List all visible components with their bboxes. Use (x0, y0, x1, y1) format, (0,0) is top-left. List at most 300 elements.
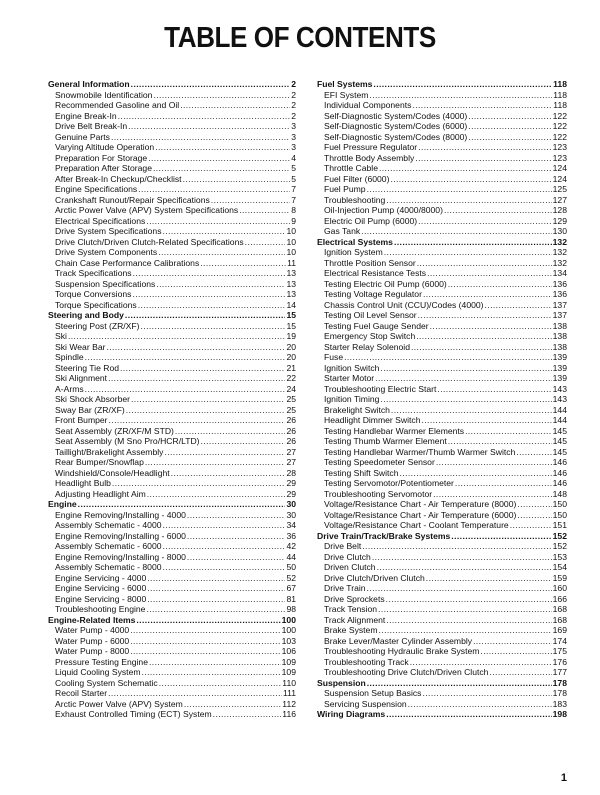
dot-leader (147, 573, 285, 584)
dot-leader (373, 79, 552, 90)
toc-entry-chassis-control-unit-ccu-codes-4000[interactable] (317, 300, 567, 311)
toc-entry-throttle-body-assembly[interactable] (317, 153, 567, 164)
toc-entry-label: Preparation For Storage (55, 152, 148, 163)
toc-entry-page: 125 (552, 184, 567, 194)
toc-entry-engine-specifications[interactable] (48, 184, 296, 195)
dot-leader (130, 646, 280, 657)
dot-leader (153, 90, 290, 101)
toc-entry-label: Starter Relay Solenoid (324, 341, 410, 352)
toc-entry-label: Troubleshooting Electric Start (324, 383, 437, 394)
dot-leader (485, 300, 552, 311)
toc-entry-testing-handlebar-warmer-elements[interactable] (317, 426, 567, 437)
dot-leader (372, 552, 552, 563)
dot-leader (517, 510, 551, 521)
toc-entry-recommended-gasoline-and-oil[interactable] (48, 100, 296, 111)
toc-entry-track-specifications[interactable] (48, 268, 296, 279)
dot-leader (183, 174, 291, 185)
toc-entry-label: Drive Belt (324, 541, 362, 551)
toc-entry-self-diagnostic-system-codes-4000[interactable] (317, 111, 567, 122)
toc-entry-self-diagnostic-system-codes-8000[interactable] (317, 132, 567, 143)
dot-leader (448, 279, 552, 290)
toc-entry-torque-conversions[interactable] (48, 289, 296, 300)
toc-entry-label: Fuel Filter (6000) (324, 173, 390, 184)
dot-leader (386, 594, 552, 605)
toc-entry-page: 159 (552, 572, 567, 583)
toc-entry-pressure-testing-engine[interactable] (48, 657, 296, 668)
dot-leader (130, 625, 280, 636)
toc-entry-page: 100 (281, 614, 296, 625)
toc-entry-page: 152 (552, 541, 567, 551)
toc-entry-label: Sway Bar (ZR/XF) (55, 404, 125, 415)
toc-entry-assembly-schematic-8000[interactable] (48, 562, 296, 573)
toc-entry-headlight-dimmer-switch[interactable] (317, 415, 567, 426)
toc-entry-engine-servicing-6000[interactable] (48, 583, 296, 594)
toc-entry-page: 25 (286, 394, 296, 404)
toc-entry-adjusting-headlight-aim[interactable] (48, 489, 296, 500)
toc-entry-label: After Break-In Checkup/Checklist (55, 173, 182, 184)
toc-entry-troubleshooting-servomotor[interactable] (317, 489, 567, 500)
toc-entry-testing-handlebar-warmer-thumb-warmer-switch[interactable] (317, 447, 567, 458)
toc-entry-track-tension[interactable] (317, 604, 567, 615)
toc-entry-troubleshooting-track[interactable] (317, 657, 567, 668)
toc-entry-label: Testing Oil Level Sensor (324, 310, 417, 320)
toc-entry-page: 25 (286, 404, 296, 415)
dot-leader (468, 132, 551, 143)
dot-leader (108, 373, 285, 384)
toc-entry-varying-altitude-operation[interactable] (48, 142, 296, 153)
toc-entry-label: Self-Diagnostic System/Codes (8000) (324, 131, 468, 142)
toc-entry-headlight-bulb[interactable] (48, 478, 296, 489)
toc-section-suspension[interactable] (317, 678, 567, 689)
toc-entry-starter-relay-solenoid[interactable] (317, 342, 567, 353)
toc-entry-page: 166 (552, 593, 567, 604)
toc-entry-exhaust-controlled-timing-ect-system[interactable] (48, 709, 296, 720)
toc-entry-label: Drive System Components (55, 247, 158, 257)
toc-entry-gas-tank[interactable] (317, 226, 567, 237)
toc-entry-page: 139 (552, 362, 567, 373)
toc-entry-page: 152 (552, 530, 567, 541)
dot-leader (386, 195, 551, 206)
toc-entry-ski-shock-absorber[interactable] (48, 394, 296, 405)
toc-entry-drive-system-specifications[interactable] (48, 226, 296, 237)
toc-entry-label: Troubleshooting Engine (55, 604, 146, 614)
toc-entry-fuse[interactable] (317, 352, 567, 363)
dot-leader (132, 289, 285, 300)
dot-leader (426, 573, 552, 584)
toc-entry-troubleshooting-hydraulic-brake-system[interactable] (317, 646, 567, 657)
toc-entry-page: 122 (552, 131, 567, 142)
toc-entry-label: General Information (48, 79, 130, 89)
dot-leader (133, 268, 286, 279)
dot-leader (436, 457, 552, 468)
toc-entry-torque-specifications[interactable] (48, 300, 296, 311)
toc-entry-troubleshooting[interactable] (317, 195, 567, 206)
page-number: 1 (560, 772, 567, 784)
toc-entry-label: Testing Handlebar Warmer/Thumb Warmer Switch (324, 446, 516, 457)
dot-leader (422, 688, 551, 699)
dot-leader (118, 111, 291, 122)
toc-entry-drive-belt[interactable] (317, 541, 567, 552)
toc-entry-label: Engine Removing/Installing - 4000 (55, 509, 186, 520)
toc-entry-troubleshooting-drive-clutch-driven-clutch[interactable] (317, 667, 567, 678)
toc-entry-page: 146 (552, 478, 567, 488)
toc-entry-taillight-brakelight-assembly[interactable] (48, 447, 296, 458)
toc-entry-troubleshooting-electric-start[interactable] (317, 384, 567, 395)
dot-leader (175, 426, 286, 437)
toc-entry-page: 11 (287, 257, 296, 268)
toc-entry-label: Pressure Testing Engine (55, 656, 148, 667)
toc-entry-page: 21 (286, 362, 296, 373)
toc-section-wiring-diagrams[interactable] (317, 709, 567, 720)
toc-entry-page: 168 (552, 614, 567, 625)
toc-entry-arctic-power-valve-apv-system[interactable] (48, 699, 296, 710)
toc-entry-label: Fuse (324, 352, 344, 362)
toc-entry-label: Snowmobile Identification (55, 89, 153, 100)
toc-entry-page: 109 (281, 656, 296, 667)
toc-entry-page: 27 (286, 457, 296, 467)
toc-entry-windshield-console-headlight[interactable] (48, 468, 296, 479)
toc-entry-page: 153 (552, 551, 567, 562)
toc-entry-label: Fuel Pump (324, 184, 366, 194)
toc-entry-voltage-resistance-chart-air-temperature-6000[interactable] (317, 510, 567, 521)
toc-entry-testing-shift-switch[interactable] (317, 468, 567, 479)
dot-leader (147, 594, 285, 605)
toc-entry-drive-clutch-driven-clutch[interactable] (317, 573, 567, 584)
toc-entry-after-break-in-checkup-checklist[interactable] (48, 174, 296, 185)
toc-entry-driven-clutch[interactable] (317, 562, 567, 573)
toc-entry-starter-motor[interactable] (317, 373, 567, 384)
dot-leader (369, 90, 552, 101)
toc-entry-page: 128 (552, 205, 567, 215)
toc-entry-steering-post-zr-xf[interactable] (48, 321, 296, 332)
toc-entry-page: 169 (552, 625, 567, 635)
toc-entry-page: 13 (286, 278, 296, 289)
toc-entry-label: Testing Speedometer Sensor (324, 457, 435, 467)
toc-entry-label: Steering and Body (48, 310, 124, 320)
toc-entry-efi-system[interactable] (317, 90, 567, 101)
toc-entry-label: Testing Servomotor/Potentiometer (324, 478, 454, 488)
toc-entry-testing-fuel-gauge-sender[interactable] (317, 321, 567, 332)
toc-entry-testing-electric-oil-pump-6000[interactable] (317, 279, 567, 290)
toc-entry-page: 3 (291, 142, 296, 152)
toc-entry-water-pump-6000[interactable] (48, 636, 296, 647)
toc-entry-page: 3 (291, 131, 296, 142)
dot-leader (378, 604, 552, 615)
toc-entry-label: Brake Lever/Master Cylinder Assembly (324, 635, 473, 646)
toc-entry-label: Self-Diagnostic System/Codes (4000) (324, 110, 468, 121)
dot-leader (367, 184, 552, 195)
toc-entry-page: 118 (553, 79, 567, 89)
toc-entry-fuel-filter-6000[interactable] (317, 174, 567, 185)
toc-entry-preparation-after-storage[interactable] (48, 163, 296, 174)
toc-entry-self-diagnostic-system-codes-6000[interactable] (317, 121, 567, 132)
toc-entry-page: 136 (552, 289, 567, 299)
toc-entry-recoil-starter[interactable] (48, 688, 296, 699)
toc-entry-page: 30 (286, 499, 296, 509)
toc-entry-page: 175 (552, 646, 567, 656)
toc-entry-page: 138 (552, 341, 567, 352)
toc-entry-spindle[interactable] (48, 352, 296, 363)
toc-entry-page: 151 (552, 520, 567, 530)
dot-leader (147, 489, 286, 500)
dot-leader (468, 111, 551, 122)
toc-entry-page: 30 (286, 509, 296, 520)
toc-entry-label: Track Alignment (324, 614, 386, 625)
toc-entry-emergency-stop-switch[interactable] (317, 331, 567, 342)
toc-entry-label: Throttle Body Assembly (324, 152, 415, 163)
toc-entry-engine-removing-installing-8000[interactable] (48, 552, 296, 563)
toc-entry-page: 139 (552, 352, 567, 362)
toc-entry-assembly-schematic-4000[interactable] (48, 520, 296, 531)
toc-entry-page: 4 (291, 152, 296, 163)
toc-entry-servicing-suspension[interactable] (317, 699, 567, 710)
dot-leader (444, 205, 552, 216)
toc-entry-label: Troubleshooting Track (324, 656, 409, 667)
dot-leader (455, 478, 552, 489)
toc-entry-page: 2 (291, 110, 296, 121)
dot-leader (423, 289, 552, 300)
toc-entry-electric-oil-pump-6000[interactable] (317, 216, 567, 227)
toc-section-fuel-systems[interactable] (317, 79, 567, 90)
dot-leader (138, 300, 286, 311)
toc-entry-electrical-resistance-tests[interactable] (317, 268, 567, 279)
toc-entry-page: 42 (286, 541, 296, 551)
toc-entry-ski-alignment[interactable] (48, 373, 296, 384)
toc-entry-page: 150 (552, 509, 567, 520)
toc-entry-label: Varying Altitude Operation (55, 142, 155, 152)
toc-entry-page: 144 (552, 415, 567, 425)
toc-entry-page: 123 (552, 152, 567, 163)
toc-section-steering-and-body[interactable] (48, 310, 296, 321)
dot-leader (245, 237, 286, 248)
toc-entry-suspension-specifications[interactable] (48, 279, 296, 290)
toc-entry-fuel-pump[interactable] (317, 184, 567, 195)
toc-entry-ignition-system[interactable] (317, 247, 567, 258)
toc-entry-testing-speedometer-sensor[interactable] (317, 457, 567, 468)
toc-entry-brake-lever-master-cylinder-assembly[interactable] (317, 636, 567, 647)
toc-entry-page: 150 (552, 499, 567, 509)
toc-entry-page: 100 (281, 625, 296, 635)
toc-entry-label: Ignition Timing (324, 394, 380, 404)
toc-entry-label: Troubleshooting (324, 194, 386, 205)
dot-leader (400, 468, 552, 479)
dot-leader (380, 394, 551, 405)
toc-entry-label: Seat Assembly (ZR/XF/M STD) (55, 425, 174, 436)
toc-entry-cooling-system-schematic[interactable] (48, 678, 296, 689)
toc-entry-page: 20 (286, 341, 296, 352)
toc-entry-engine-removing-installing-4000[interactable] (48, 510, 296, 521)
toc-entry-testing-voltage-regulator[interactable] (317, 289, 567, 300)
toc-entry-label: Seat Assembly (M Sno Pro/HCR/LTD) (55, 436, 200, 446)
dot-leader (130, 636, 280, 647)
toc-entry-ski[interactable] (48, 331, 296, 342)
toc-entry-water-pump-8000[interactable] (48, 646, 296, 657)
toc-entry-label: Suspension Setup Basics (324, 688, 422, 698)
toc-entry-page: 154 (552, 562, 567, 572)
toc-entry-page: 26 (286, 425, 296, 436)
toc-entry-steering-tie-rod[interactable] (48, 363, 296, 374)
dot-leader (146, 604, 285, 615)
toc-entry-troubleshooting-engine[interactable] (48, 604, 296, 615)
dot-leader (375, 373, 552, 384)
toc-entry-rear-bumper-snowflap[interactable] (48, 457, 296, 468)
toc-entry-page: 26 (286, 415, 296, 425)
dot-leader (211, 195, 290, 206)
toc-entry-chain-case-performance-calibrations[interactable] (48, 258, 296, 269)
toc-entry-label: Steering Tie Rod (55, 362, 120, 373)
toc-entry-crankshaft-runout-repair-specifications[interactable] (48, 195, 296, 206)
toc-entry-label: Arctic Power Valve (APV) System (55, 698, 183, 709)
toc-entry-page: 52 (286, 572, 296, 583)
toc-entry-page: 143 (552, 383, 567, 394)
toc-entry-brake-system[interactable] (317, 625, 567, 636)
toc-entry-page: 19 (286, 331, 296, 341)
toc-entry-individual-components[interactable] (317, 100, 567, 111)
toc-entry-drive-clutch-driven-clutch-related-specifications[interactable] (48, 237, 296, 248)
toc-entry-testing-oil-level-sensor[interactable] (317, 310, 567, 321)
toc-section-engine[interactable] (48, 499, 296, 510)
dot-leader (377, 562, 552, 573)
toc-entry-liquid-cooling-system[interactable] (48, 667, 296, 678)
toc-entry-page: 146 (552, 457, 567, 467)
toc-entry-label: Headlight Dimmer Switch (324, 415, 421, 425)
toc-entry-assembly-schematic-6000[interactable] (48, 541, 296, 552)
dot-leader (379, 625, 552, 636)
toc-entry-engine-removing-installing-6000[interactable] (48, 531, 296, 542)
toc-entry-page: 29 (286, 478, 296, 488)
toc-entry-voltage-resistance-chart-coolant-temperature[interactable] (317, 520, 567, 531)
dot-leader (109, 415, 286, 426)
toc-entry-ski-wear-bar[interactable] (48, 342, 296, 353)
toc-entry-genuine-parts[interactable] (48, 132, 296, 143)
toc-entry-label: Chain Case Performance Calibrations (55, 257, 200, 268)
dot-leader (451, 531, 551, 542)
toc-entry-page: 26 (286, 436, 296, 446)
toc-entry-electrical-specifications[interactable] (48, 216, 296, 227)
toc-entry-voltage-resistance-chart-air-temperature-8000[interactable] (317, 499, 567, 510)
dot-leader (153, 163, 290, 174)
toc-entry-brakelight-switch[interactable] (317, 405, 567, 416)
toc-entry-drive-belt-break-in[interactable] (48, 121, 296, 132)
toc-entry-testing-servomotor-potentiometer[interactable] (317, 478, 567, 489)
dot-leader (180, 100, 290, 111)
toc-entry-label: Emergency Stop Switch (324, 331, 416, 341)
toc-entry-page: 2 (291, 79, 296, 89)
toc-entry-page: 7 (291, 194, 296, 205)
toc-section-electrical-systems[interactable] (317, 237, 567, 248)
toc-entry-ignition-switch[interactable] (317, 363, 567, 374)
toc-section-general-information[interactable] (48, 79, 296, 90)
dot-leader (417, 258, 552, 269)
dot-leader (516, 447, 551, 458)
toc-entry-water-pump-4000[interactable] (48, 625, 296, 636)
toc-entry-page: 174 (552, 635, 567, 646)
toc-entry-drive-clutch[interactable] (317, 552, 567, 563)
toc-entry-page: 34 (286, 520, 296, 530)
toc-entry-page: 13 (286, 268, 296, 278)
toc-entry-label: Engine-Related Items (48, 614, 136, 625)
toc-entry-oil-injection-pump-4000-8000[interactable] (317, 205, 567, 216)
toc-entry-throttle-position-sensor[interactable] (317, 258, 567, 269)
toc-section-drive-train-track-brake-systems[interactable] (317, 531, 567, 542)
dot-leader (465, 426, 552, 437)
dot-leader (136, 615, 280, 626)
toc-entry-drive-sprockets[interactable] (317, 594, 567, 605)
toc-entry-label: Assembly Schematic - 4000 (55, 520, 162, 530)
dot-leader (430, 321, 552, 332)
toc-entry-snowmobile-identification[interactable] (48, 90, 296, 101)
toc-entry-page: 24 (286, 383, 296, 394)
toc-entry-page: 15 (286, 320, 296, 331)
dot-leader (187, 552, 286, 563)
toc-entry-page: 122 (552, 110, 567, 121)
toc-entry-label: Brake System (324, 625, 378, 635)
toc-entry-engine-servicing-8000[interactable] (48, 594, 296, 605)
dot-leader (394, 237, 552, 248)
toc-entry-page: 112 (282, 698, 296, 709)
toc-entry-label: Rear Bumper/Snowflap (55, 457, 144, 467)
toc-entry-label: Headlight Bulb (55, 478, 111, 488)
toc-entry-a-arms[interactable] (48, 384, 296, 395)
toc-entry-page: 160 (552, 583, 567, 593)
toc-entry-testing-thumb-warmer-element[interactable] (317, 436, 567, 447)
toc-entry-drive-train[interactable] (317, 583, 567, 594)
toc-entry-front-bumper[interactable] (48, 415, 296, 426)
dot-leader (412, 100, 552, 111)
toc-entry-page: 178 (552, 688, 567, 698)
toc-entry-ignition-timing[interactable] (317, 394, 567, 405)
toc-entry-engine-break-in[interactable] (48, 111, 296, 122)
toc-section-engine-related-items[interactable] (48, 615, 296, 626)
toc-entry-page: 143 (552, 394, 567, 404)
toc-entry-label: Engine Servicing - 6000 (55, 583, 147, 593)
toc-entry-throttle-cable[interactable] (317, 163, 567, 174)
toc-entry-page: 10 (286, 236, 296, 247)
toc-entry-label: Torque Specifications (55, 299, 137, 310)
toc-entry-drive-system-components[interactable] (48, 247, 296, 258)
toc-entry-fuel-pressure-regulator[interactable] (317, 142, 567, 153)
dot-leader (410, 657, 552, 668)
toc-entry-label: Individual Components (324, 100, 412, 110)
dot-leader (125, 310, 286, 321)
toc-entry-page: 138 (552, 331, 567, 341)
toc-entry-page: 7 (291, 184, 296, 194)
toc-entry-label: A-Arms (55, 383, 84, 394)
toc-entry-engine-servicing-4000[interactable] (48, 573, 296, 584)
toc-entry-seat-assembly-m-sno-pro-hcr-ltd[interactable] (48, 436, 296, 447)
toc-entry-label: Windshield/Console/Headlight (55, 467, 170, 478)
toc-entry-sway-bar-zr-xf[interactable] (48, 405, 296, 416)
toc-entry-arctic-power-valve-apv-system-specifications[interactable] (48, 205, 296, 216)
toc-entry-label: Testing Handlebar Warmer Elements (324, 425, 465, 436)
toc-entry-preparation-for-storage[interactable] (48, 153, 296, 164)
dot-leader (163, 541, 286, 552)
toc-entry-label: Troubleshooting Drive Clutch/Driven Clutch (324, 667, 489, 677)
toc-entry-page: 124 (552, 173, 567, 184)
toc-entry-page: 109 (281, 667, 296, 677)
toc-entry-label: Brakelight Switch (324, 404, 390, 415)
toc-entry-seat-assembly-zr-xf-m-std[interactable] (48, 426, 296, 437)
toc-entry-page: 103 (281, 635, 296, 646)
toc-entry-page: 145 (552, 446, 567, 457)
toc-entry-page: 15 (286, 310, 296, 320)
toc-entry-suspension-setup-basics[interactable] (317, 688, 567, 699)
toc-entry-label: Engine Servicing - 4000 (55, 572, 147, 583)
toc-entry-page: 139 (552, 373, 567, 383)
toc-entry-label: Water Pump - 8000 (55, 646, 130, 656)
toc-entry-track-alignment[interactable] (317, 615, 567, 626)
dot-leader (131, 394, 285, 405)
